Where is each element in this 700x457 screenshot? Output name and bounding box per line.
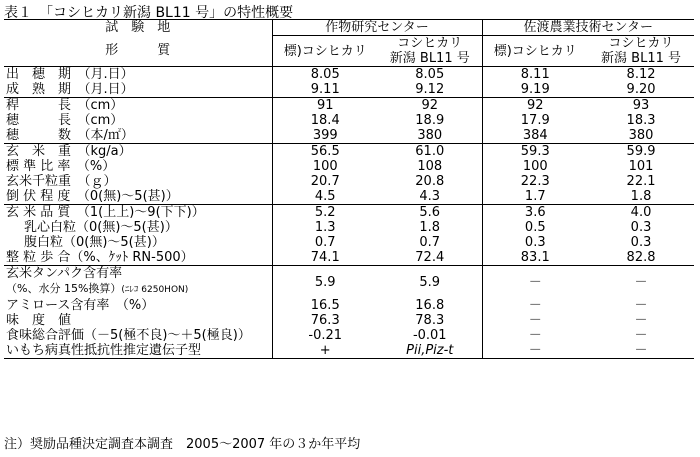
value-cell: 0.5 — [482, 220, 588, 235]
value-cell: 9.20 — [588, 82, 694, 98]
value-cell: 20.7 — [272, 174, 378, 189]
value-cell: 1.3 — [272, 220, 378, 235]
trait-label: 形 質 — [4, 36, 272, 67]
trait-line2-main: （%、水分 15%換算） — [6, 282, 122, 295]
value-cell: 18.4 — [272, 113, 378, 128]
value-cell: 83.1 — [482, 250, 588, 266]
value-cell: － — [634, 298, 648, 313]
site2-header: 佐渡農業技術センター — [482, 20, 694, 36]
value-cell: 9.12 — [378, 82, 482, 98]
trait-line2-instrument: (ﾆﾚｺ 6250HON) — [121, 285, 189, 295]
value-cell: － — [482, 343, 588, 359]
trait-cell: 玄 米 品 質 （1(上上)～9(下下)） — [6, 205, 205, 220]
value-cell: 380 — [378, 128, 482, 144]
table-row — [4, 82, 694, 98]
value-cell: 18.9 — [415, 113, 445, 128]
trait-cell: 出 穂 期 （月.日） — [6, 67, 134, 82]
value-cell: 61.0 — [415, 144, 445, 159]
trait-cell: 玄 米 重 （kg/a） — [6, 144, 132, 159]
value-cell: 0.7 — [419, 235, 441, 250]
var-std-2: 標)コシヒカリ — [482, 36, 588, 67]
trait-cell: 成 熟 期 （月.日） — [4, 82, 272, 98]
value-cell: -0.01 — [412, 328, 447, 343]
value-cell: － — [634, 328, 648, 343]
value-cell: － — [482, 298, 588, 313]
var-new-line2: 新潟 BL11 号 — [389, 51, 470, 66]
value-cell: 8.11 — [482, 67, 588, 83]
value-cell: 76.3 — [272, 313, 378, 328]
var-new-line1: コシヒカリ — [608, 36, 674, 51]
value-cell: 92 — [482, 98, 588, 114]
table-row — [4, 174, 694, 189]
value-cell: 82.8 — [588, 250, 694, 266]
var-new-line1: コシヒカリ — [397, 36, 463, 51]
value-cell: 399 — [272, 128, 378, 144]
table-row — [4, 250, 694, 266]
value-cell: － — [634, 274, 648, 290]
trait-cell: 穂 長 （cm） — [6, 113, 124, 128]
value-cell: 0.7 — [272, 235, 378, 250]
trait-cell: いもち病真性抵抗性推定遺伝子型 — [4, 343, 272, 359]
value-cell: 17.9 — [482, 113, 588, 128]
value-cell: 16.8 — [415, 298, 445, 313]
value-cell: 108 — [417, 159, 443, 174]
footnote: 注）奨励品種決定調査本調査 2005～2007 年の３か年平均 — [4, 437, 361, 452]
table-row — [4, 235, 694, 250]
trait-cell: 倒 伏 程 度 （0(無)～5(甚)） — [4, 189, 272, 205]
table-row — [4, 313, 694, 328]
value-cell: － — [482, 266, 588, 299]
trait-cell: 食味総合評価（－5(極不良)～＋5(極良)） — [6, 328, 251, 343]
value-cell: 8.05 — [415, 67, 445, 82]
value-cell: 380 — [588, 128, 694, 144]
value-cell: 1.8 — [419, 220, 441, 235]
value-cell: 18.3 — [626, 113, 656, 128]
value-cell: 0.3 — [482, 235, 588, 250]
table-row — [4, 113, 694, 128]
value-cell: 384 — [482, 128, 588, 144]
value-cell: 5.2 — [272, 205, 378, 221]
value-cell: + — [272, 343, 378, 359]
value-cell: 5.9 — [419, 274, 441, 290]
table-row — [4, 205, 694, 221]
value-cell: 1.8 — [588, 189, 694, 205]
trait-cell: 味 度 値 — [6, 313, 72, 328]
var-new-1 — [378, 36, 482, 67]
var-new-2 — [588, 36, 694, 67]
value-cell: 8.12 — [626, 67, 656, 82]
value-cell: 4.0 — [630, 205, 652, 220]
value-cell: 59.3 — [482, 144, 588, 160]
value-cell: 78.3 — [415, 313, 445, 328]
value-cell: 4.3 — [378, 189, 482, 205]
value-cell: 59.9 — [626, 144, 656, 159]
value-cell: 74.1 — [272, 250, 378, 266]
var-new-line2: 新潟 BL11 号 — [601, 51, 681, 66]
trait-table — [4, 19, 694, 359]
value-cell: 22.1 — [626, 174, 656, 189]
table-row — [4, 144, 694, 160]
trait-cell: アミロース含有率 （%） — [6, 298, 155, 313]
value-cell: 22.3 — [482, 174, 588, 189]
value-cell: － — [482, 328, 588, 343]
value-cell: 93 — [632, 98, 650, 113]
table-row — [4, 266, 694, 299]
trait-line2 — [6, 281, 270, 298]
value-cell: 56.5 — [272, 144, 378, 160]
header-row-varieties — [4, 36, 694, 67]
trait-cell: 標 準 比 率 （%） — [6, 159, 116, 174]
trait-cell: 稈 長 （cm） — [6, 98, 124, 113]
value-cell: 9.11 — [272, 82, 378, 98]
value-cell: 5.9 — [272, 266, 378, 299]
trait-cell — [4, 266, 272, 299]
value-cell: － — [482, 313, 588, 328]
value-cell: 8.05 — [272, 67, 378, 83]
value-cell: 91 — [272, 98, 378, 114]
value-cell: 16.5 — [272, 298, 378, 313]
value-cell: 0.3 — [630, 220, 652, 235]
var-std-1: 標)コシヒカリ — [272, 36, 378, 67]
trait-cell: 乳心白粒（0(無)～5(甚)） — [24, 220, 178, 235]
table-row — [4, 189, 694, 205]
table-row — [4, 67, 694, 83]
value-cell: 5.6 — [419, 205, 441, 220]
trait-cell: 穂 数 （本/㎡） — [4, 128, 272, 144]
value-cell: 4.5 — [272, 189, 378, 205]
trait-cell: 整 粒 歩 合（%、ｹｯﾄ RN-500） — [4, 250, 272, 266]
trait-line1: 玄米タンパク含有率 — [6, 266, 123, 281]
value-cell: 20.8 — [415, 174, 445, 189]
value-cell: 3.6 — [482, 205, 588, 221]
table-row — [4, 159, 694, 174]
value-cell: － — [634, 313, 648, 328]
trait-cell: 玄米千粒重 （ｇ） — [6, 174, 117, 189]
header-row-sites — [4, 20, 694, 36]
value-cell: 9.19 — [482, 82, 588, 98]
table-row — [4, 220, 694, 235]
table-row — [4, 98, 694, 114]
value-cell: 100 — [272, 159, 378, 174]
value-cell: 101 — [628, 159, 654, 174]
table-row — [4, 298, 694, 313]
trait-cell: 腹白粒（0(無)～5(甚)） — [24, 235, 165, 250]
value-cell: 1.7 — [482, 189, 588, 205]
site1-header: 作物研究センター — [272, 20, 482, 36]
table-row — [4, 343, 694, 359]
value-cell: 92 — [421, 98, 439, 113]
value-cell: － — [588, 343, 694, 359]
site-label: 試 験 地 — [4, 20, 272, 36]
table-row — [4, 328, 694, 343]
value-cell: Pii,Piz-t — [378, 343, 482, 359]
value-cell: 100 — [482, 159, 588, 174]
table-title: 表１ 「コシヒカリ新潟 BL11 号」の特性概要 — [4, 5, 294, 21]
value-cell: -0.21 — [272, 328, 378, 343]
value-cell: 72.4 — [378, 250, 482, 266]
table-row — [4, 128, 694, 144]
value-cell: 0.3 — [630, 235, 652, 250]
